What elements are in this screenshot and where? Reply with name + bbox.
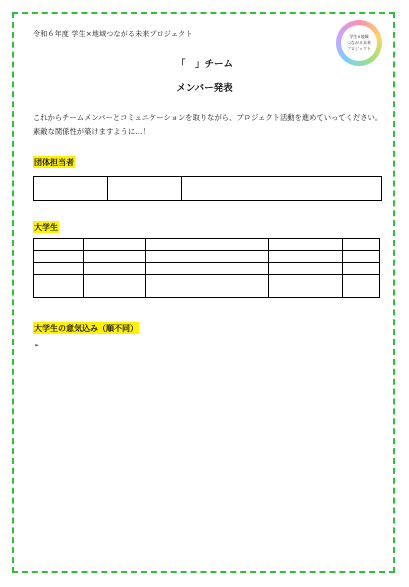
team-title: 「 」チーム: [175, 59, 233, 70]
table-cell[interactable]: [146, 263, 269, 275]
section-heading-organization: 団体担当者: [34, 158, 74, 167]
table-cell[interactable]: [108, 177, 182, 201]
intro-paragraph: これからチームメンバーとコミュニケーションを取りながら、プロジェクト活動を進めていってください。素敵な関係性が築けますように…！: [33, 113, 383, 136]
table-cell[interactable]: [84, 263, 146, 275]
table-cell[interactable]: [343, 251, 380, 263]
table-row: [34, 275, 380, 298]
header-project-name: 令和６年度 学生×地域つながる未来プロジェクト: [33, 30, 193, 38]
table-row: [34, 239, 380, 251]
table-cell[interactable]: [269, 251, 343, 263]
table-cell[interactable]: [84, 251, 146, 263]
table-cell[interactable]: [34, 263, 84, 275]
bullet-marker: ➢: [34, 342, 40, 349]
logo-line: つながる未来: [347, 40, 371, 45]
table-cell[interactable]: [146, 251, 269, 263]
table-cell[interactable]: [343, 263, 380, 275]
document-subtitle: メンバー発表: [176, 83, 233, 94]
table-cell[interactable]: [34, 251, 84, 263]
table-cell[interactable]: [34, 275, 84, 298]
section-heading-students: 大学生: [34, 223, 58, 232]
table-cell[interactable]: [269, 275, 343, 298]
logo-line: プロジェクト: [347, 46, 371, 51]
table-cell[interactable]: [146, 275, 269, 298]
table-cell[interactable]: [34, 239, 84, 251]
students-table: [33, 238, 380, 298]
table-row: [34, 263, 380, 275]
table-cell[interactable]: [146, 239, 269, 251]
logo-line: 学生×地域: [349, 34, 369, 39]
table-cell[interactable]: [343, 239, 380, 251]
table-cell[interactable]: [84, 239, 146, 251]
table-cell[interactable]: [269, 239, 343, 251]
table-cell[interactable]: [84, 275, 146, 298]
table-row: [34, 251, 380, 263]
table-cell[interactable]: [269, 263, 343, 275]
table-cell[interactable]: [182, 177, 382, 201]
table-cell[interactable]: [343, 275, 380, 298]
table-cell[interactable]: [34, 177, 108, 201]
organization-table: [33, 176, 382, 201]
section-heading-motivation: 大学生の意気込み（順不同）: [34, 324, 138, 333]
